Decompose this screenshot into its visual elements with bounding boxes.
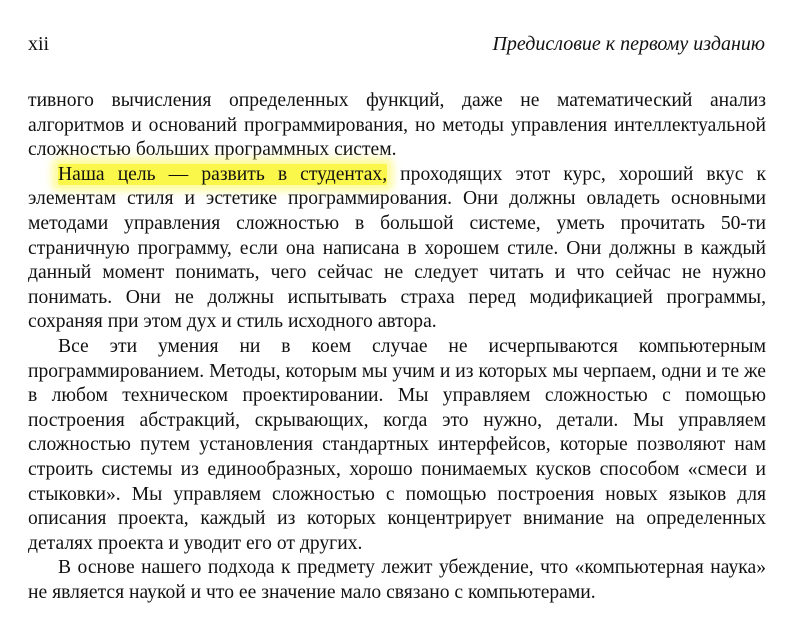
paragraph-1: тивного вычисления определенных функций, даже не математический анализ алгоритмов и оснований программирования, но методы управления интеллектуальной сложностью больших программных систем. (28, 90, 766, 161)
page-number: xii (28, 32, 50, 55)
body-text (28, 89, 766, 605)
paragraph-3: Все эти умения ни в коем случае не исчерпываются компьютерным программированием. Методы, которым мы учим и из которых мы черпаем, одни и те же в любом техническом проектировании. Мы управляем сложностью с помощью построения абстракций, скрывающих, когда это нужно, детали. Мы управляем сложностью путем установления стандартных интерфейсов, которые позволяют нам строить системы из единообразных, хорошо понимаемых кусков способом «смеси и стыковки». Мы управляем сложностью с помощью построения новых языков для описания проекта, каждый из которых концентрирует внимание на определенных деталях проекта и уводит его от других. (28, 335, 766, 554)
page-header (28, 28, 765, 60)
paragraph-2 (28, 163, 766, 335)
paragraph-2-rest: проходящих этот курс, хороший вкус к элементам стиля и эстетике программирования. Они должны овладеть основными методами управления сложностью в большой системе, уметь прочитать 50-ти страничную программу, если она написана в хорошем стиле. Они должны в каждый данный момент понимать, чего сейчас не следует читать и что сейчас не нужно понимать. Они не должны испытывать страха перед модификацией программы, сохраняя при этом дух и стиль исходного автора. (28, 163, 767, 333)
running-title: Предисловие к первому изданию (492, 32, 765, 55)
highlighted-text[interactable]: Наша цель — развить в студентах, (58, 163, 388, 185)
paragraph-4: В основе нашего подхода к предмету лежит убеждение, что «компьютерная наука» не является наукой и что ее значение мало связано с компьютерами. (28, 557, 766, 603)
